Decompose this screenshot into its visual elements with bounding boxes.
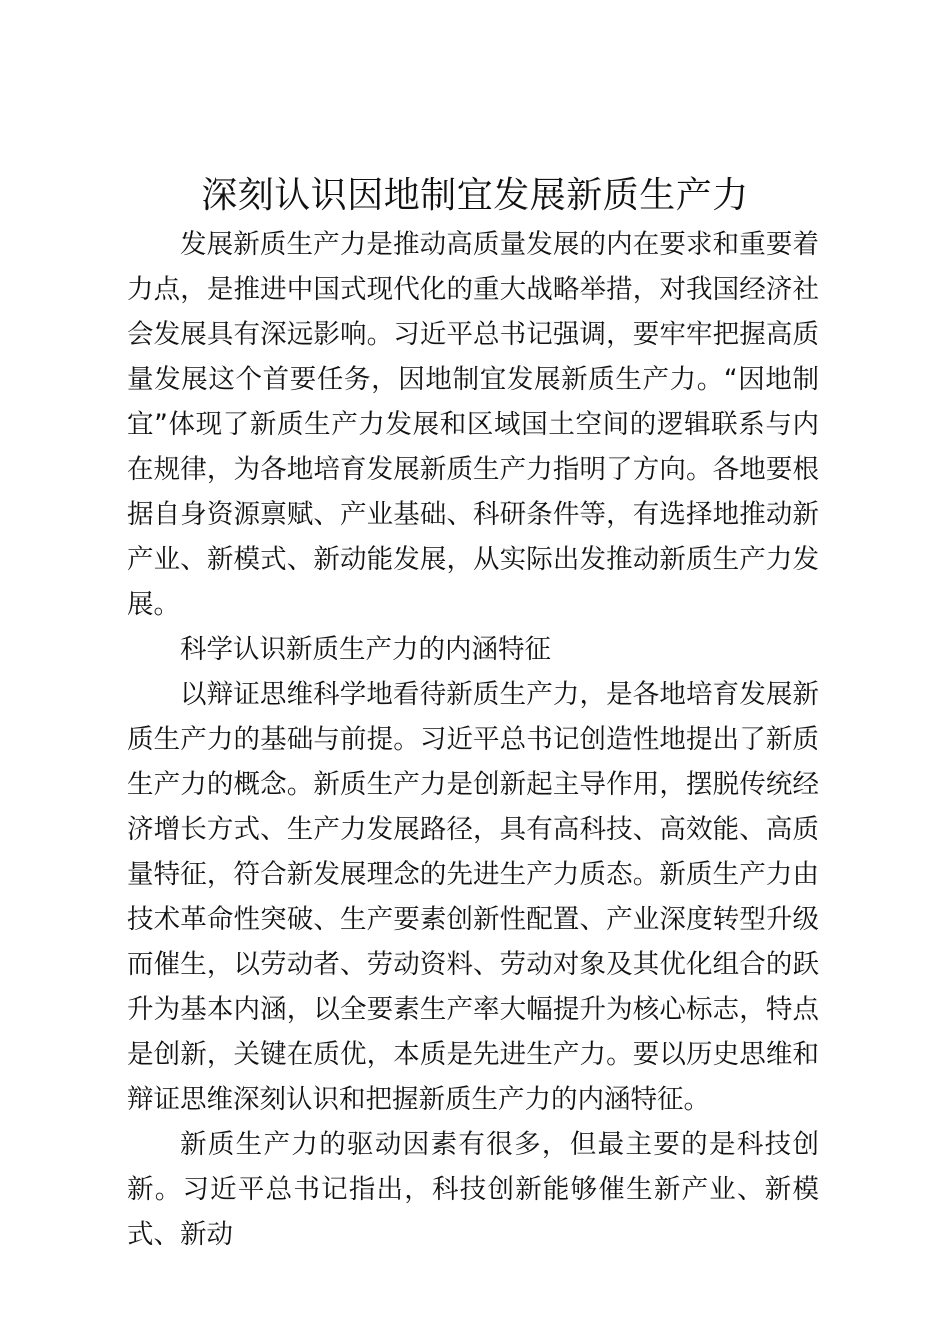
paragraph-intro: 发展新质生产力是推动高质量发展的内在要求和重要着力点，是推进中国式现代化的重大战略举措，对我国经济社会发展具有深远影响。习近平总书记强调，要牢牢把握高质量发展这个首要任务，因地制宜发展新质生产力。“因地制宜”体现了新质生产力发展和区域国土空间的逻辑联系与内在规律，为各地培育发展新质生产力指明了方向。各地要根据自身资源禀赋、产业基础、科研条件等，有选择地推动新产业、新模式、新动能发展，从实际出发推动新质生产力发展。 — [127, 229, 819, 620]
paragraph-driving-factors: 新质生产力的驱动因素有很多，但最主要的是科技创新。习近平总书记指出，科技创新能够催生新产业、新模式、新动 — [127, 1129, 819, 1250]
paragraph-connotation: 以辩证思维科学地看待新质生产力，是各地培育发展新质生产力的基础与前提。习近平总书记创造性地提出了新质生产力的概念。新质生产力是创新起主导作用，摆脱传统经济增长方式、生产力发展路径，具有高科技、高效能、高质量特征，符合新发展理念的先进生产力质态。新质生产力由技术革命性突破、生产要素创新性配置、产业深度转型升级而催生，以劳动者、劳动资料、劳动对象及其优化组合的跃升为基本内涵，以全要素生产率大幅提升为核心标志，特点是创新，关键在质优，本质是先进生产力。要以历史思维和辩证思维深刻认识和把握新质生产力的内涵特征。 — [127, 679, 819, 1115]
section-heading: 科学认识新质生产力的内涵特征 — [180, 634, 551, 665]
document-body — [127, 222, 819, 1257]
document-title: 深刻认识因地制宜发展新质生产力 — [201, 175, 749, 216]
